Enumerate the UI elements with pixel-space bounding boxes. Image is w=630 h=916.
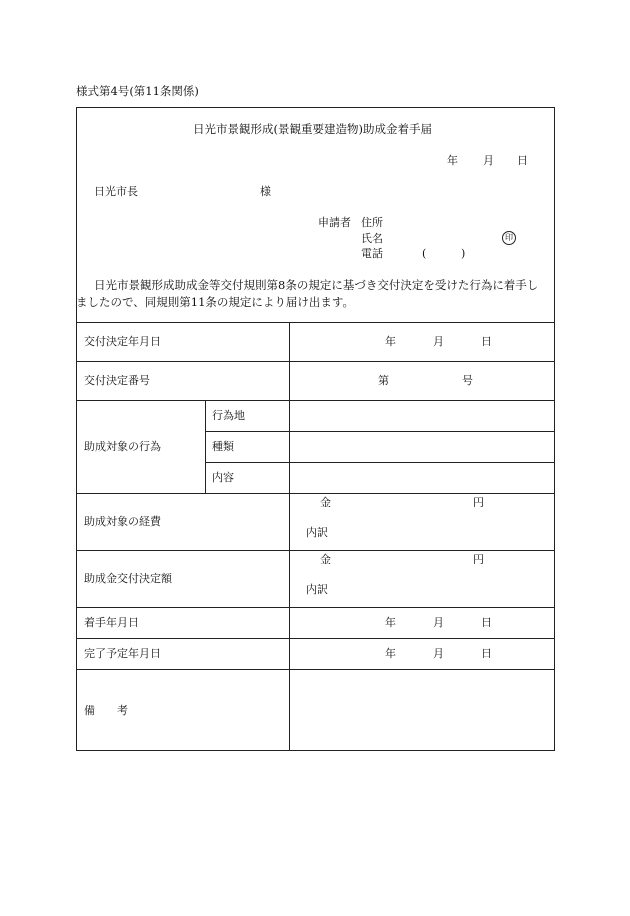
completion-date-month: 月 [433,647,444,660]
grant-number-label: 交付決定番号 [84,374,150,387]
row-line [76,493,555,494]
target-cost-label: 助成対象の経費 [84,515,161,528]
row-line [205,462,555,463]
statement-text [76,277,554,311]
column-divider [289,322,290,751]
table-top-line [76,322,555,323]
row-line [205,431,555,432]
grant-amount-money-unit: 円 [473,553,484,566]
target-cost-money-unit: 円 [473,496,484,509]
row-line [76,669,555,670]
start-date-label: 着手年月日 [84,616,139,629]
applicant-name-label: 氏名 [361,232,383,245]
target-cost-breakdown-label: 内訳 [306,526,328,539]
grant-number-prefix: 第 [378,374,389,387]
statement-line-2: ましたので、同規則第11条の規定により届け出ます。 [76,295,354,309]
grant-date-year: 年 [385,335,396,348]
target-action-label: 助成対象の行為 [84,440,161,453]
header-date-day: 日 [517,154,528,167]
grant-date-label: 交付決定年月日 [84,335,161,348]
applicant-phone-label: 電話 [361,247,383,260]
phone-paren-close: ) [461,247,466,260]
completion-date-label: 完了予定年月日 [84,647,161,660]
applicant-address-label: 住所 [361,216,383,229]
form-title: 日光市景観形成(景観重要建造物)助成金着手届 [193,122,432,136]
seal-mark: 印 [502,231,516,245]
grant-number-suffix: 号 [462,374,473,387]
subcolumn-divider [205,400,206,493]
start-date-day: 日 [481,616,492,629]
action-row-content: 内容 [212,471,234,484]
start-date-year: 年 [385,616,396,629]
grant-amount-money-prefix: 金 [320,553,331,566]
grant-amount-breakdown-label: 内訳 [306,583,328,596]
addressee-name: 日光市長 [94,185,138,198]
action-row-type: 種類 [212,440,234,453]
applicant-label: 申請者 [318,216,351,229]
row-line [76,361,555,362]
grant-date-day: 日 [481,335,492,348]
remarks-label: 備 考 [84,704,128,717]
row-line [76,638,555,639]
action-row-location: 行為地 [212,409,245,422]
statement-line-1: 日光市景観形成助成金等交付規則第8条の規定に基づき交付決定を受けた行為に着手し [94,278,539,292]
header-date-year: 年 [447,154,458,167]
start-date-month: 月 [433,616,444,629]
phone-paren-open: ( [422,247,427,260]
completion-date-day: 日 [481,647,492,660]
target-cost-money-prefix: 金 [320,496,331,509]
header-date-month: 月 [483,154,494,167]
row-line [76,400,555,401]
completion-date-year: 年 [385,647,396,660]
row-line [76,550,555,551]
grant-amount-label: 助成金交付決定額 [84,572,172,585]
addressee-honorific: 様 [260,185,271,198]
grant-date-month: 月 [433,335,444,348]
row-line [76,607,555,608]
form-number-label: 様式第4号(第11条関係) [76,84,199,98]
